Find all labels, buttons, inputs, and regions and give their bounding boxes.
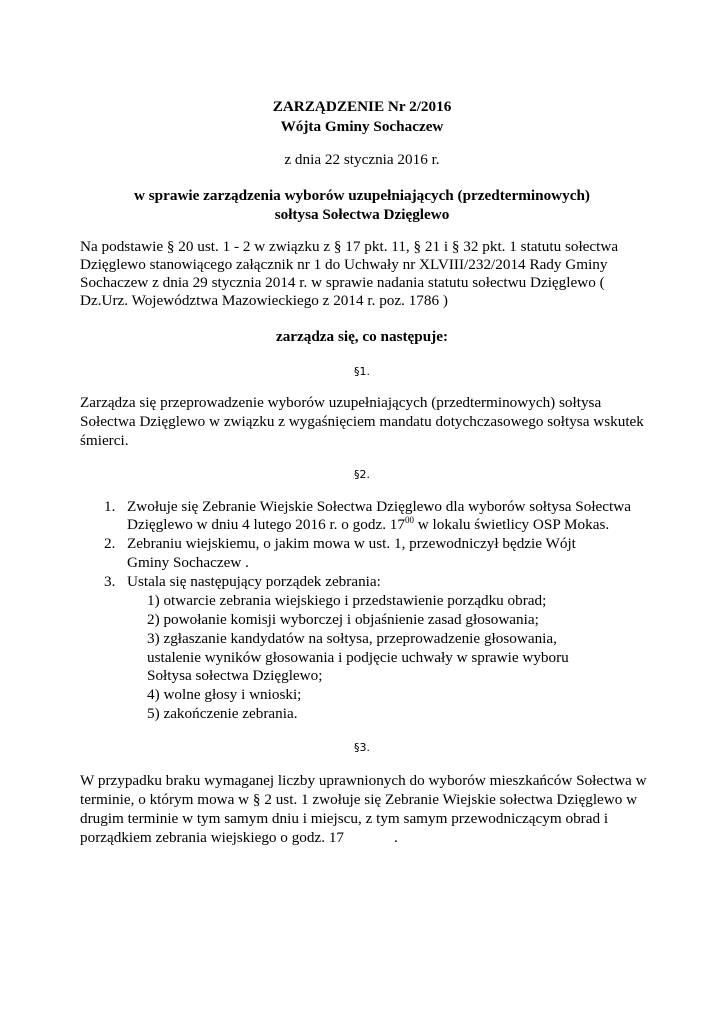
decree-subject-line-2: sołtysa Sołectwa Dzięglewo — [274, 206, 450, 223]
agenda-item-2: 2) powołanie komisji wyborczej i objaśnienie zasad głosowania; — [147, 611, 539, 628]
section-1-line-1: Zarządza się przeprowadzenie wyborów uzupełniających (przedterminowych) sołtysa — [80, 394, 602, 411]
item-1-line-2 — [127, 515, 609, 534]
decree-subject-line-1: w sprawie zarządzenia wyborów uzupełniających (przedterminowych) — [134, 187, 590, 204]
item-2-line-1: Zebraniu wiejskiemu, o jakim mowa w ust. 1, przewodniczył będzie Wójt — [127, 535, 576, 552]
basis-line-2: Dzięglewo stanowiącego załącznik nr 1 do Uchwały nr XLVIII/232/2014 Rady Gminy — [80, 256, 608, 273]
section-1-line-3: śmierci. — [80, 432, 129, 449]
agenda-item-1: 1) otwarcie zebrania wiejskiego i przedstawienie porządku obrad; — [147, 592, 547, 609]
agenda-item-5: 5) zakończenie zebrania. — [147, 705, 298, 722]
section-3-line-2: terminie, o którym mowa w § 2 ust. 1 zwołuje się Zebranie Wiejskie sołectwa Dzięglewo w — [80, 791, 638, 808]
section-3-trailing-period: . — [394, 829, 398, 846]
section-3-heading: §3. — [354, 741, 370, 754]
decree-statement: zarządza się, co następuje: — [275, 328, 449, 345]
section-1-heading: §1. — [354, 365, 370, 378]
decree-issuer: Wójta Gminy Sochaczew — [280, 118, 444, 135]
agenda-item-3: 3) zgłaszanie kandydatów na sołtysa, przeprowadzenie głosowania, — [147, 630, 557, 647]
item-1-time-minutes: 00 — [404, 514, 414, 525]
section-3-line-3: drugim terminie w tym samym dniu i miejscu, z tym samym przewodniczącym obrad i — [80, 810, 609, 827]
item-1-number: 1. — [104, 498, 116, 515]
basis-line-3: Sochaczew z dnia 29 stycznia 2014 r. w sprawie nadania statutu sołectwu Dzięglewo ( — [80, 274, 605, 291]
agenda-item-3-cont-1: ustalenie wyników głosowania i podjęcie uchwały w sprawie wyboru — [147, 649, 569, 666]
item-1-line-1: Zwołuje się Zebranie Wiejskie Sołectwa Dzięglewo dla wyborów sołtysa Sołectwa — [127, 498, 631, 515]
decree-title: ZARZĄDZENIE Nr 2/2016 — [272, 98, 452, 115]
item-1-line-2-text: Dzięglewo w dniu 4 lutego 2016 r. o godz. 17 — [127, 516, 405, 533]
agenda-item-4: 4) wolne głosy i wnioski; — [147, 686, 302, 703]
item-3-number: 3. — [104, 573, 116, 590]
item-2-number: 2. — [104, 535, 116, 552]
section-1-line-2: Sołectwa Dzięglewo w związku z wygaśnięciem mandatu dotychczasowego sołtysa wskutek — [80, 413, 644, 430]
basis-line-4: Dz.Urz. Województwa Mazowieckiego z 2014 r. poz. 1786 ) — [80, 292, 448, 309]
agenda-item-3-cont-2: Sołtysa sołectwa Dzięglewo; — [147, 667, 323, 684]
decree-date: z dnia 22 stycznia 2016 r. — [284, 151, 440, 168]
item-2-line-2: Gminy Sochaczew . — [127, 554, 249, 571]
item-1-line-2-rest: w lokalu świetlicy OSP Mokas. — [413, 516, 610, 533]
basis-line-1: Na podstawie § 20 ust. 1 - 2 w związku z § 17 pkt. 11, § 21 i § 32 pkt. 1 statutu sołectwa — [80, 238, 619, 255]
section-3-line-1: W przypadku braku wymaganej liczby uprawnionych do wyborów mieszkańców Sołectwa w — [80, 772, 647, 789]
section-3-line-4: porządkiem zebrania wiejskiego o godz. 17 — [80, 829, 345, 846]
section-2-heading: §2. — [354, 468, 370, 481]
item-3-line-1: Ustala się następujący porządek zebrania: — [127, 573, 381, 590]
